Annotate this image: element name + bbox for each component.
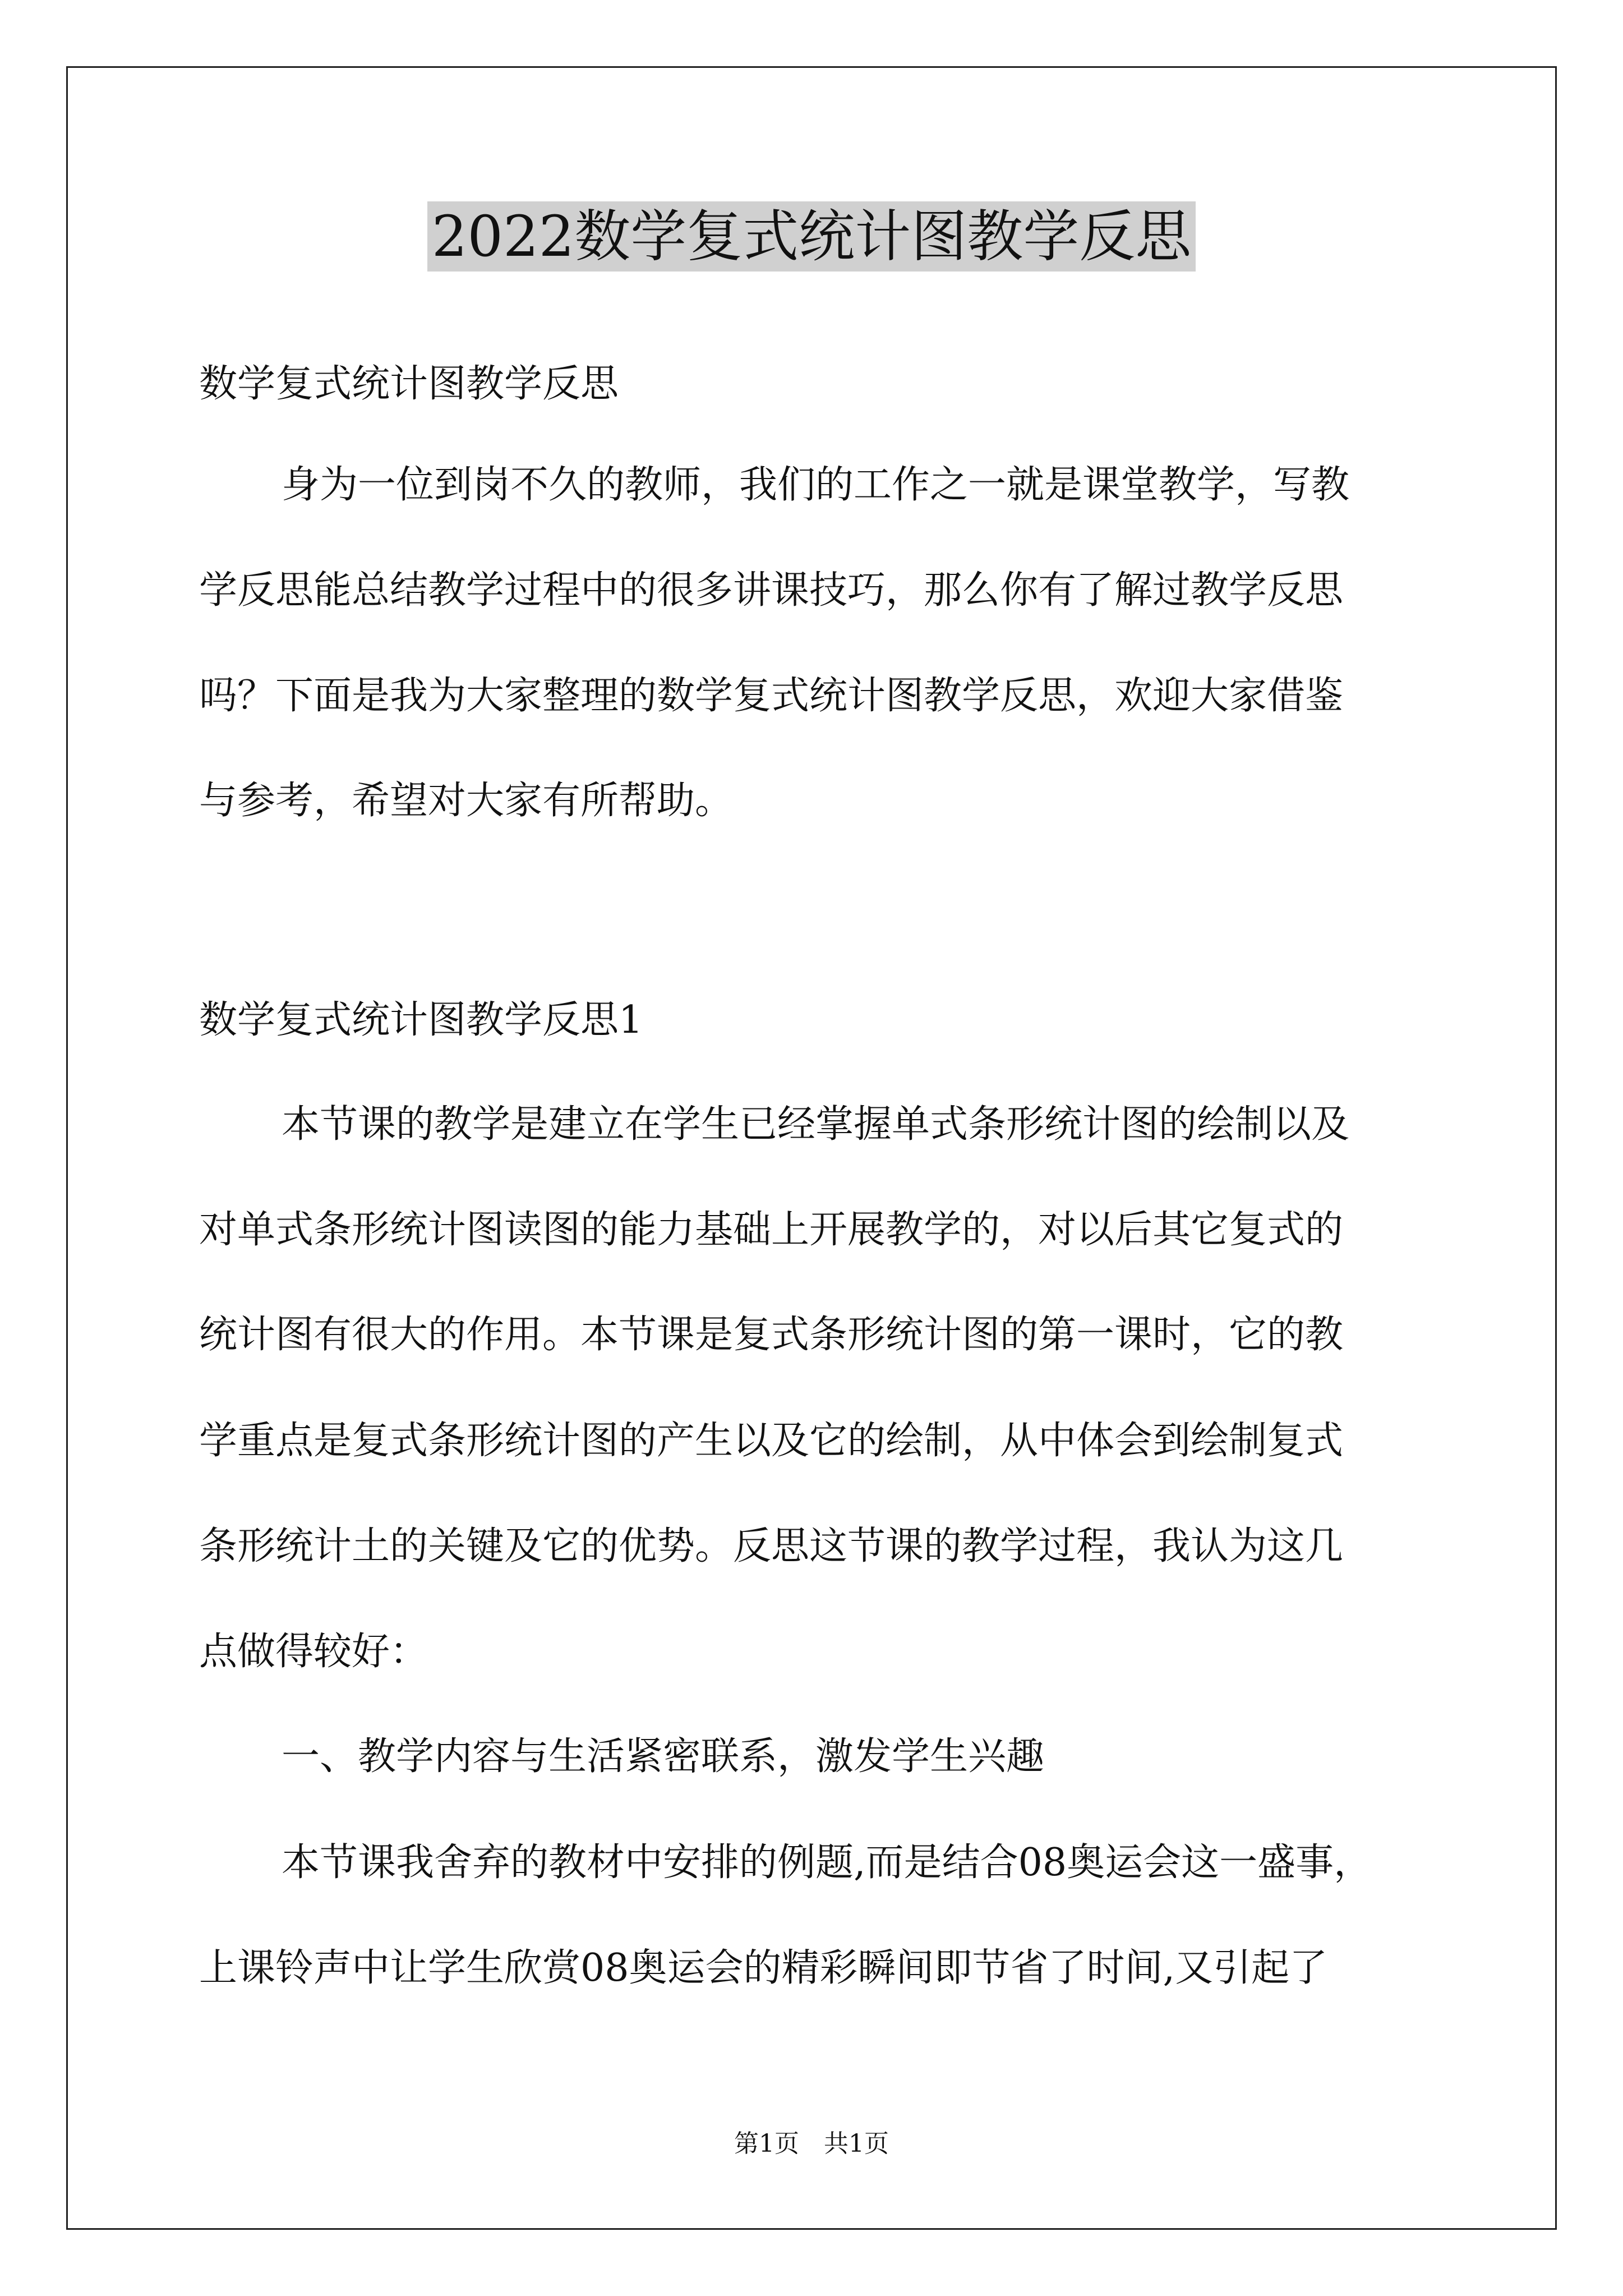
page-footer: 第1页 共1页: [734, 2129, 889, 2158]
paragraph-line: 本节课我舍弃的教材中安排的例题,而是结合08奥运会这一盛事，: [282, 1841, 1372, 1885]
paragraph-line: 吗？下面是我为大家整理的数学复式统计图教学反思，欢迎大家借鉴: [199, 674, 1344, 718]
paragraph-line: 与参考，希望对大家有所帮助。: [199, 779, 734, 823]
paragraph-line: 学反思能总结教学过程中的很多讲课技巧，那么你有了解过教学反思: [199, 568, 1344, 613]
paragraph-line: 点做得较好：: [199, 1630, 428, 1674]
document-title-text: 2022数学复式统计图教学反思: [427, 201, 1196, 272]
paragraph-line: 统计图有很大的作用。本节课是复式条形统计图的第一课时，它的教: [199, 1313, 1344, 1357]
paragraph-line: 学重点是复式条形统计图的产生以及它的绘制，从中体会到绘制复式: [199, 1419, 1344, 1463]
subheading-line: 一、教学内容与生活紧密联系，激发学生兴趣: [282, 1734, 1045, 1779]
paragraph-line: 身为一位到岗不久的教师，我们的工作之一就是课堂教学，写教: [282, 463, 1350, 507]
paragraph-line: 本节课的教学是建立在学生已经掌握单式条形统计图的绘制以及: [282, 1102, 1350, 1147]
section-heading-1: 数学复式统计图教学反思1: [199, 998, 643, 1042]
paragraph-line: 条形统计土的关键及它的优势。反思这节课的教学过程，我认为这几: [199, 1524, 1344, 1568]
document-title: [0, 197, 1623, 276]
paragraph-line: 上课铃声中让学生欣赏08奥运会的精彩瞬间即节省了时间,又引起了: [199, 1946, 1328, 1990]
section-heading-intro: 数学复式统计图教学反思: [199, 362, 619, 406]
paragraph-line: 对单式条形统计图读图的能力基础上开展教学的，对以后其它复式的: [199, 1208, 1344, 1252]
